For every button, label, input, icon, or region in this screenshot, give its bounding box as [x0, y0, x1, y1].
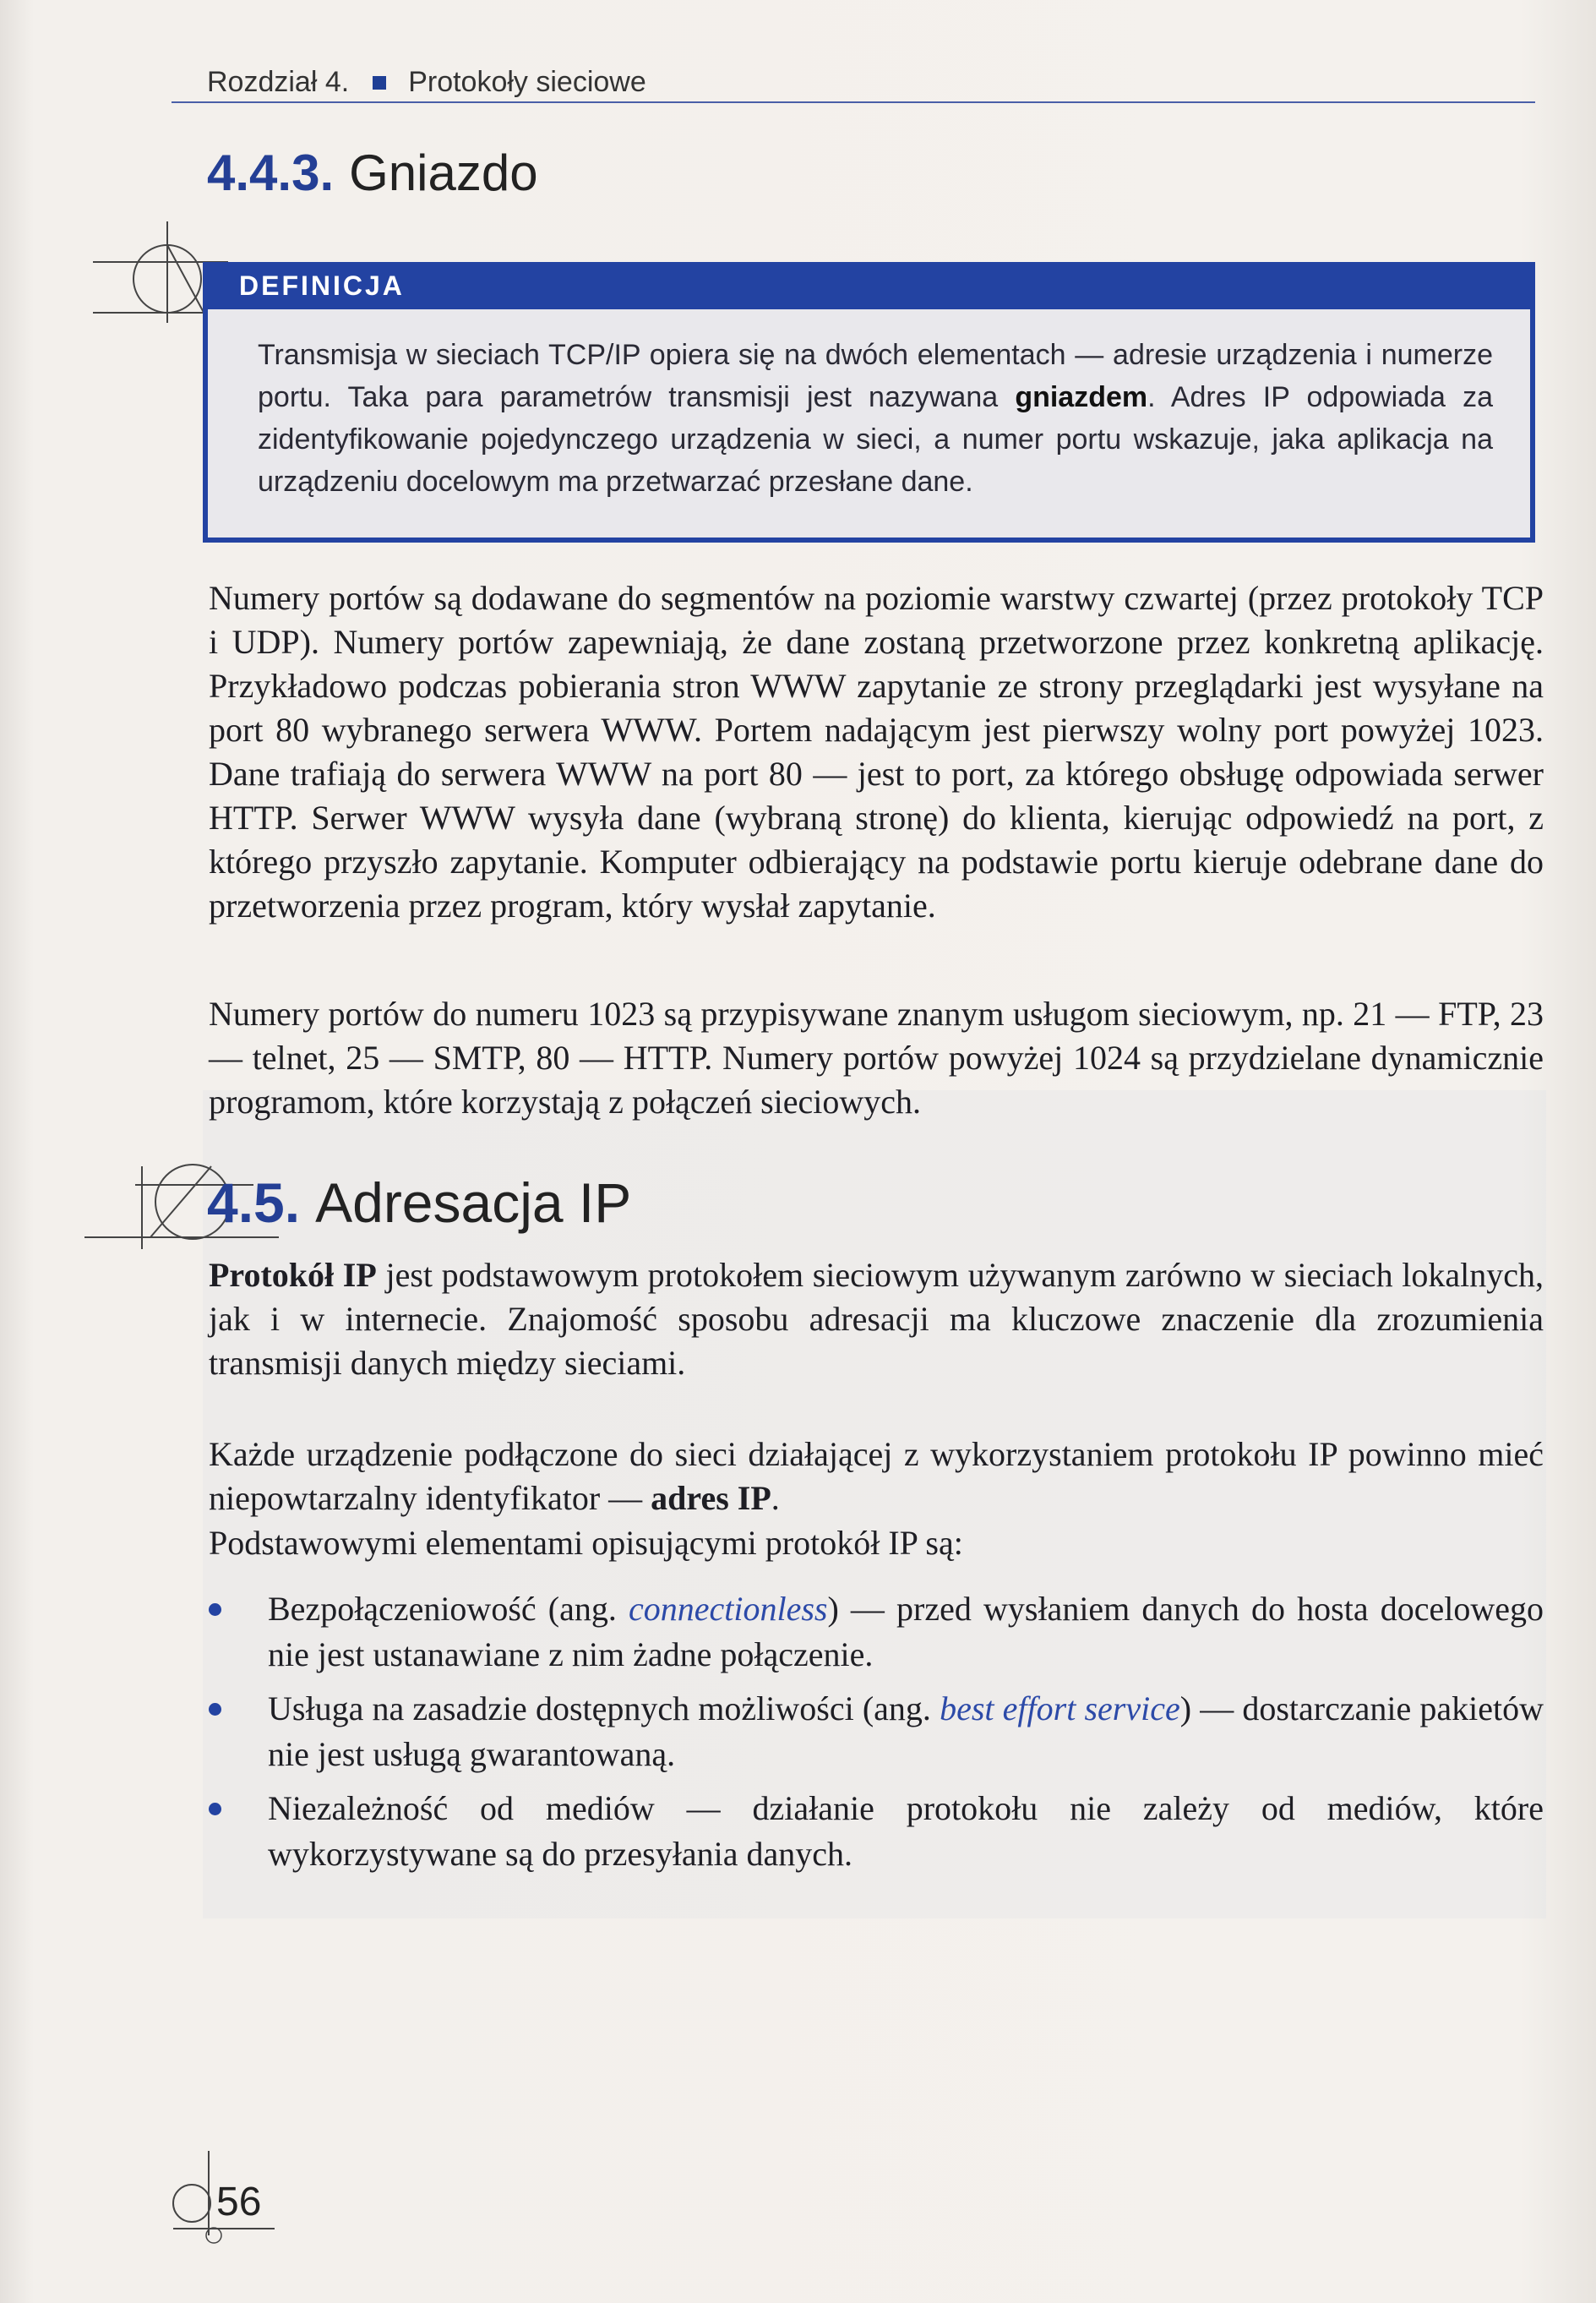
section-number: 4.5. [207, 1171, 301, 1234]
bullet-list [209, 1586, 1544, 1886]
list-item [209, 1586, 1544, 1678]
paragraph [209, 1253, 1544, 1385]
list-item-text: Usługa na zasadzie dostępnych możliwości (ang. [268, 1689, 940, 1727]
english-term: connectionless [628, 1590, 828, 1628]
list-item-text: ) — dostarczanie pakietów nie jest usługą gwarantowaną. [268, 1689, 1544, 1773]
definition-term: gniazdem [1015, 381, 1148, 413]
section-title: Adresacja IP [315, 1171, 632, 1234]
page-number: 56 [216, 2180, 262, 2224]
list-item [209, 1686, 1544, 1777]
bullet-icon [209, 1603, 221, 1616]
list-item-text: Bezpołączeniowość (ang. [268, 1590, 629, 1628]
bold-term: adres IP [651, 1479, 771, 1517]
paragraph-text: . [771, 1479, 780, 1517]
paragraph-text: Każde urządzenie podłączone do sieci działającej z wykorzystaniem protokołu IP powinno mieć niepowtarzalny identyfikator — [209, 1435, 1544, 1517]
section-number: 4.4.3. [207, 145, 335, 201]
paragraph: Numery portów do numeru 1023 są przypisywane znanym usługom sieciowym, np. 21 — FTP, 23 — telnet, 25 — SMTP, 80 — HTTP. Numery portów powyżej 1024 są przydzielane dynamicznie programom, które korzystają z połączeń sieciowych. [209, 995, 1544, 1121]
list-item-text: ) — przed wysłaniem danych do hosta docelowego nie jest ustanawiane z nim żadne połączenie. [268, 1590, 1544, 1673]
header-square-icon [373, 76, 386, 90]
definition-text-part: Transmisja w sieciach TCP/IP opiera się na dwóch elementach — adresie urządzenia i numerze portu. Taka para parametrów transmisji jest nazywana [258, 339, 1493, 413]
bold-term: Protokół IP [209, 1256, 377, 1294]
running-header [207, 66, 1535, 99]
definition-label: DEFINICJA [239, 270, 405, 301]
paragraph: Podstawowymi elementami opisującymi protokół IP są: [209, 1524, 963, 1562]
bullet-icon [209, 1803, 221, 1815]
list-item [209, 1786, 1544, 1877]
chapter-label: Rozdział 4. [207, 66, 350, 98]
section-title: Gniazdo [349, 145, 538, 201]
definition-text [258, 334, 1493, 503]
definition-text-part: . Adres IP odpowiada za zidentyfikowanie pojedynczego urządzenia w sieci, a numer portu wskazuje, jaka aplikacja na urządzeniu docelowym ma przetwarzać przesłane dane. [258, 381, 1493, 498]
paragraph: Numery portów są dodawane do segmentów na poziomie warstwy czwartej (przez protokoły TCP i UDP). Numery portów zapewniają, że dane zostaną przetworzone przez konkretną aplikację. Przykładowo podczas pobierania stron WWW zapytanie ze strony przeglądarki jest wysyłane na port 80 wybranego serwera WWW. Portem nadającym jest pierwszy wolny port powyżej 1023. Dane trafiają do serwera WWW na port 80 — jest to port, za którego obsługę odpowiada serwer HTTP. Serwer WWW wysyła dane (wybraną stronę) do klienta, kierując odpowiedź na port, z którego przyszło zapytanie. Komputer odbierający na podstawie portu kieruje odebrane dane do przetworzenia przez program, który wysłał zapytanie. [209, 579, 1544, 925]
header-rule [172, 101, 1535, 103]
bullet-icon [209, 1703, 221, 1716]
section-heading-443 [207, 144, 538, 202]
english-term: best effort service [940, 1689, 1180, 1727]
paragraph [209, 1433, 1544, 1520]
list-item-text: Niezależność od mediów — działanie protokołu nie zależy od mediów, które wykorzystywane są do przesyłania danych. [268, 1789, 1544, 1873]
paragraph-text: jest podstawowym protokołem sieciowym używanym zarówno w sieciach lokalnych, jak i w internecie. Znajomość sposobu adresacji ma kluczowe znaczenie dla zrozumienia transmisji danych między sieciami. [209, 1256, 1544, 1382]
section-heading-45 [207, 1171, 631, 1235]
chapter-title: Protokoły sieciowe [408, 66, 646, 98]
